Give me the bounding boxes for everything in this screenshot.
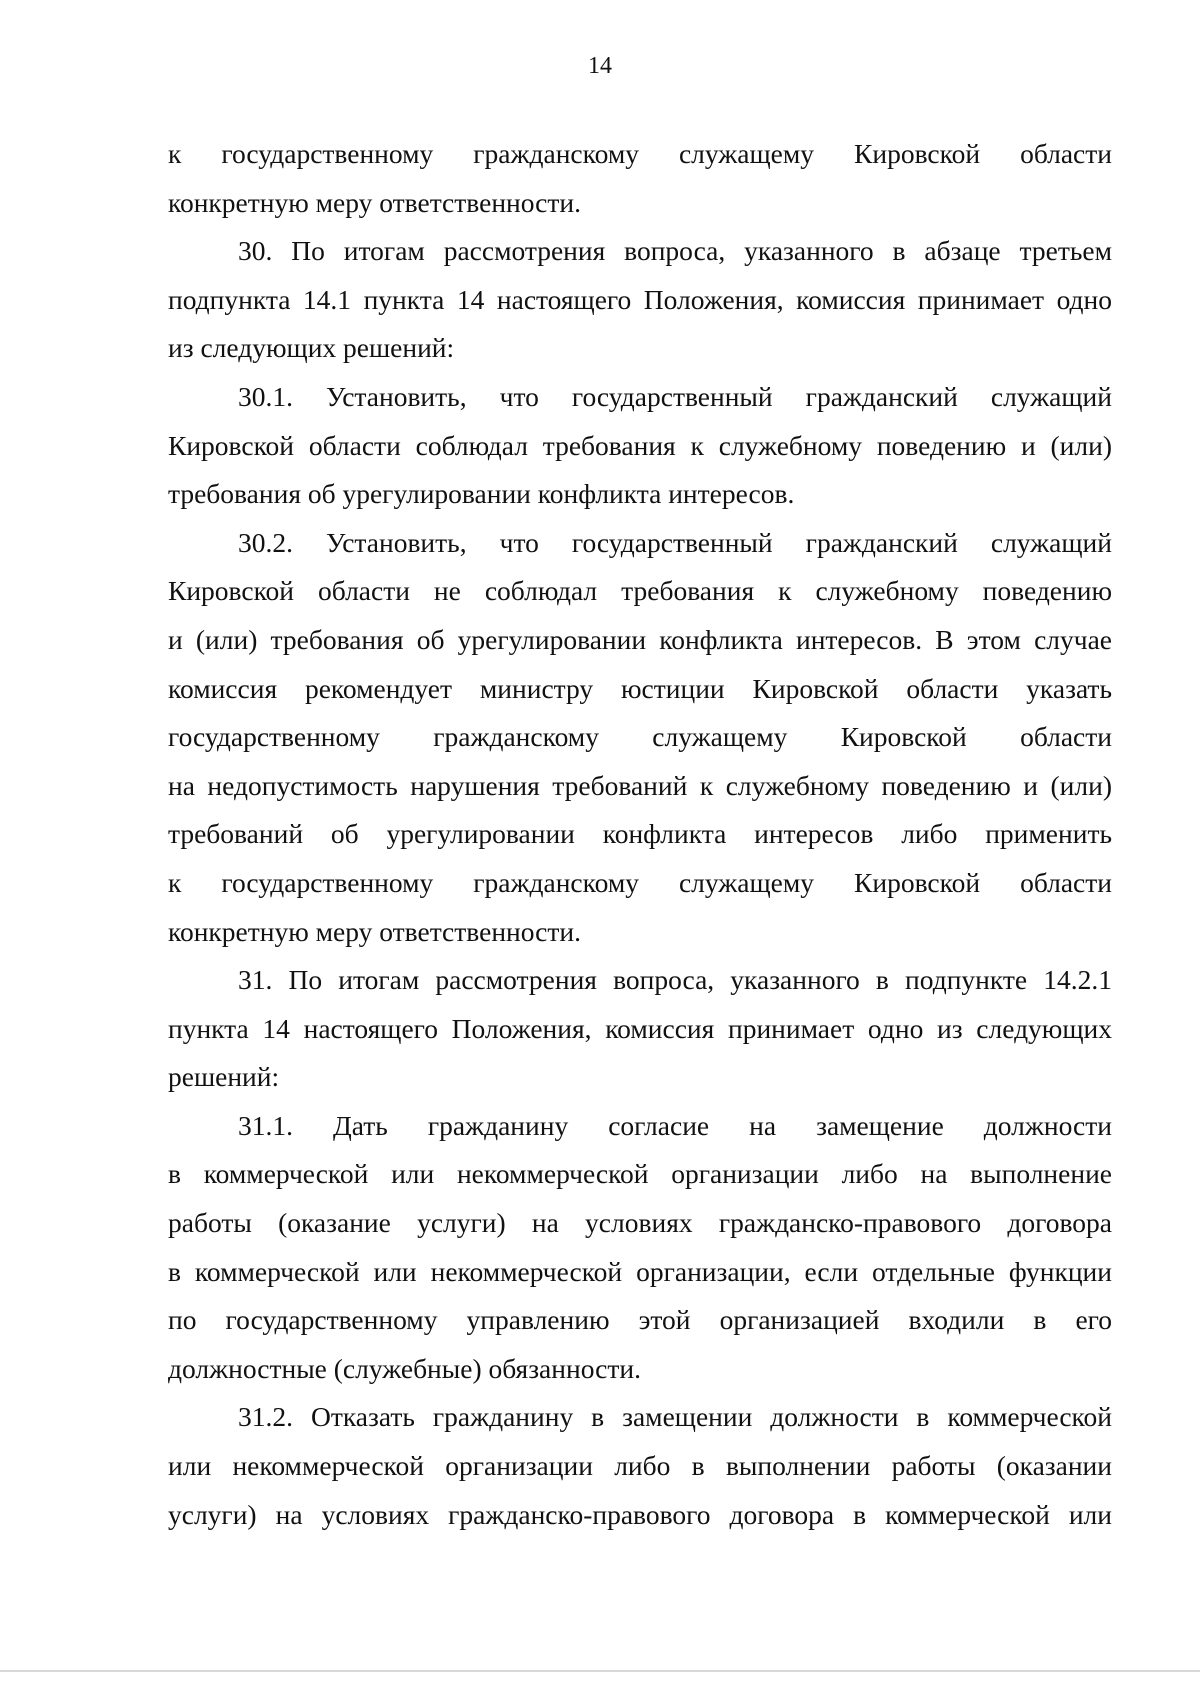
paragraph-line: в коммерческой или некоммерческой организации, если отдельные функции	[168, 1255, 1112, 1287]
paragraph-line: 31.1. Дать гражданину согласие на замещение должности	[238, 1109, 1112, 1141]
paragraph-line: требований об урегулировании конфликта интересов либо применить	[168, 818, 1112, 850]
paragraph-line: или некоммерческой организации либо в выполнении работы (оказании	[168, 1450, 1112, 1482]
paragraph-line: конкретную меру ответственности.	[168, 915, 581, 947]
paragraph-line: 30. По итогам рассмотрения вопроса, указанного в абзаце третьем	[238, 235, 1112, 267]
page-number: 14	[588, 53, 612, 79]
paragraph-30-2	[168, 519, 1112, 956]
paragraph-line: Кировской области не соблюдал требования к служебному поведению	[168, 575, 1112, 607]
paragraph-line: работы (оказание услуги) на условиях гражданско-правового договора	[168, 1207, 1112, 1239]
paragraph-line: 31. По итогам рассмотрения вопроса, указанного в подпункте 14.2.1	[238, 964, 1112, 996]
paragraph-line: должностные (служебные) обязанности.	[168, 1352, 641, 1384]
paragraph-30-1	[168, 373, 1112, 519]
paragraph-line: пункта 14 настоящего Положения, комиссия принимает одно из следующих	[168, 1012, 1112, 1044]
paragraph-line: Кировской области соблюдал требования к служебному поведению и (или)	[168, 429, 1112, 461]
paragraph-31-1	[168, 1102, 1112, 1394]
paragraph-31	[168, 956, 1112, 1102]
paragraph-line: 30.2. Установить, что государственный гражданский служащий	[238, 526, 1112, 558]
paragraph-line: решений:	[168, 1061, 280, 1093]
paragraph-line: на недопустимость нарушения требований к служебному поведению и (или)	[168, 769, 1112, 801]
scan-edge-divider	[0, 1670, 1200, 1672]
paragraph-line: государственному гражданскому служащему Кировской области	[168, 721, 1112, 753]
paragraph-line: комиссия рекомендует министру юстиции Кировской области указать	[168, 672, 1112, 704]
paragraph-continuation-29	[168, 130, 1112, 227]
paragraph-line: к государственному гражданскому служащему Кировской области	[168, 866, 1112, 898]
paragraph-line: услуги) на условиях гражданско-правового договора в коммерческой или	[168, 1498, 1112, 1530]
paragraph-line: в коммерческой или некоммерческой организации либо на выполнение	[168, 1158, 1112, 1190]
paragraph-line: 30.1. Установить, что государственный гражданский служащий	[238, 380, 1112, 412]
paragraph-31-2	[168, 1393, 1112, 1539]
document-body	[168, 130, 1112, 1539]
paragraph-line: 31.2. Отказать гражданину в замещении должности в коммерческой	[238, 1401, 1112, 1433]
paragraph-line: подпункта 14.1 пункта 14 настоящего Положения, комиссия принимает одно	[168, 283, 1112, 315]
paragraph-line: требования об урегулировании конфликта интересов.	[168, 478, 795, 510]
paragraph-line: по государственному управлению этой организацией входили в его	[168, 1304, 1112, 1336]
paragraph-line: и (или) требования об урегулировании конфликта интересов. В этом случае	[168, 623, 1112, 655]
paragraph-line: к государственному гражданскому служащему Кировской области	[168, 138, 1112, 169]
paragraph-30	[168, 227, 1112, 373]
paragraph-line: конкретную меру ответственности.	[168, 186, 581, 218]
paragraph-line: из следующих решений:	[168, 332, 455, 364]
